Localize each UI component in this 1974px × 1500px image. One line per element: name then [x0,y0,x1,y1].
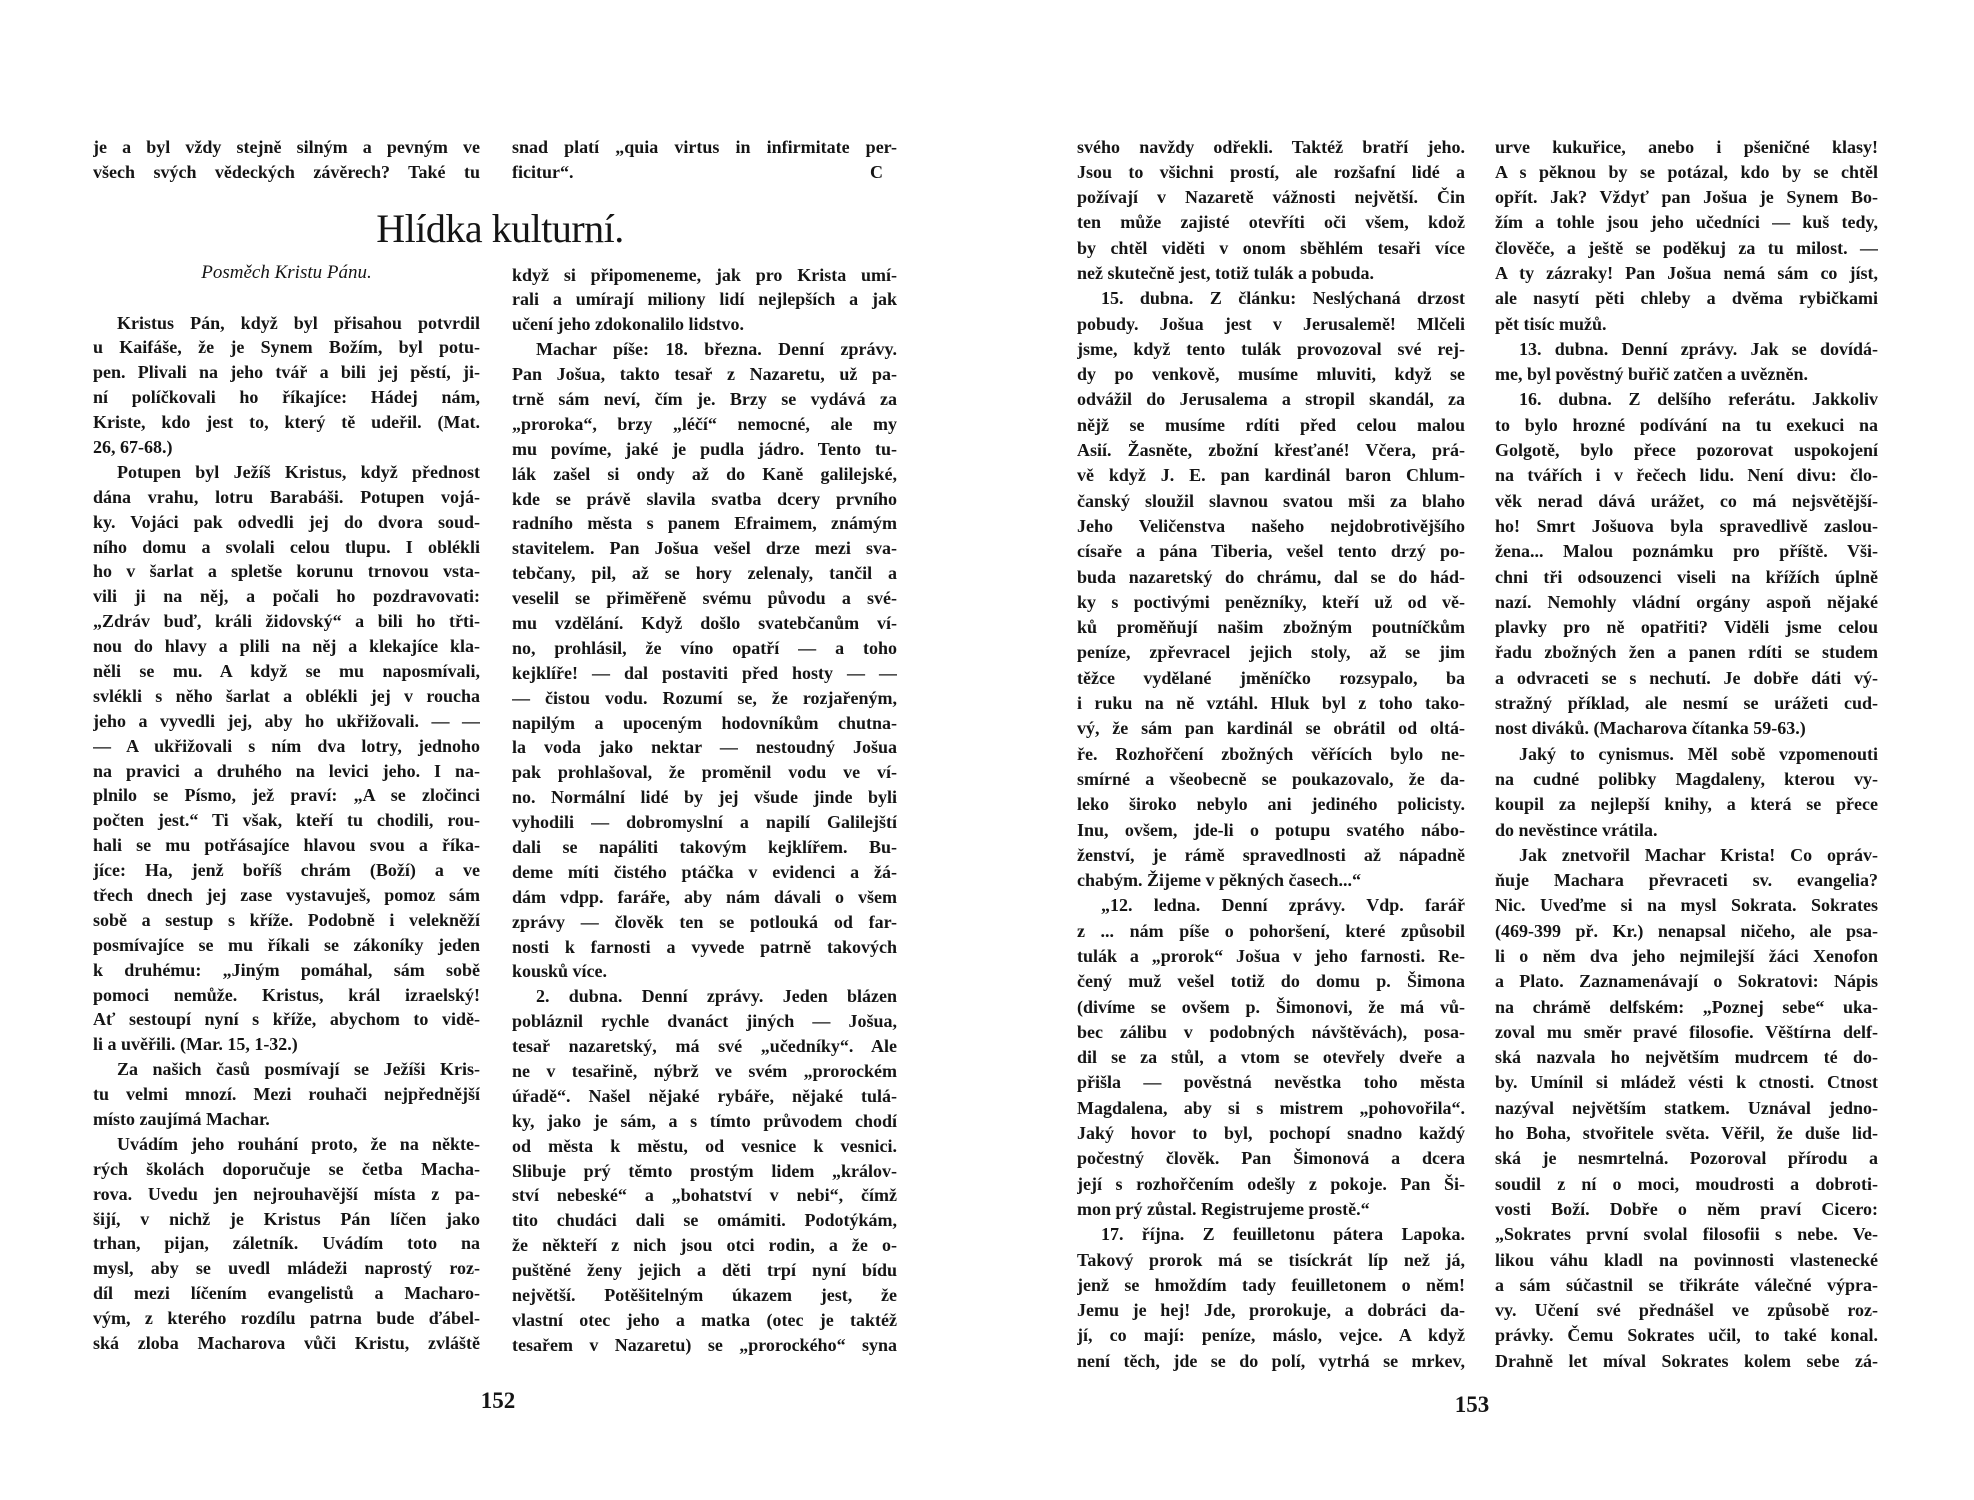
text-line: rova. Uvedu jen nejrouhavější místa z pa- [93,1183,480,1204]
text-line: vě když J. E. pan kardinál baron Chlum- [1077,465,1465,486]
text-line: šijí, v nichž je Kristus Pán líčen jako [93,1208,480,1229]
text-line: ženství, je rámě spravedlnosti až nápadně [1077,844,1465,865]
text-line: radního města s panem Efraimem, známým [512,513,897,534]
text-line: žena... Malou poznámku pro příště. Vši- [1495,541,1878,562]
text-line: chni tři odsouzenci viseli na křížích úplně [1495,566,1878,587]
text-line: svlékli s něho šarlat a oblékli jej v roucha [93,685,480,706]
text-line: jíce: Ha, jenž boříš chrám (Boží) a ve [93,860,480,881]
left-page-column-1 [93,311,480,1356]
text-line: 2. dubna. Denní zprávy. Jeden blázen [536,986,897,1007]
paragraph [512,263,897,338]
paragraph [1077,286,1465,893]
text-line: čanský sloužil slavnou svatou mši za blaho [1077,490,1465,511]
text-line: těžce vydělané jměníčko rozsypalo, ba [1077,667,1465,688]
text-line: urve kukuřice, anebo i pšeničné klasy! [1495,136,1878,157]
text-line: „12. ledna. Denní zprávy. Vdp. farář [1101,895,1465,916]
text-line: tesařem v Nazaretu) se „prorockého“ syna [512,1334,897,1355]
text-line: největší. Potěšitelným úkazem jest, že [512,1285,897,1306]
text-line: ního domu a svolali celou tlupu. I oblékli [93,536,480,557]
text-line: vý, že sám pan kardinál se obrátil od oltá- [1077,718,1465,739]
text-line: Kristus Pán, když byl přisahou potvrdil [117,312,480,333]
text-line: A ty zázraky! Pan Jošua nemá sám co jíst, [1495,262,1878,283]
text-line: (469-399 př. Kr.) nenapsal ničeho, ale psa- [1495,920,1878,941]
text-line: kousků více. [512,961,608,982]
text-line: nou do hlavy a plili na něj a klekajíce kla- [93,636,480,657]
left-page-column-2 [512,263,897,1358]
text-line: jsme, když tento tulák provozoval své rej- [1077,338,1465,359]
text-line: pět tisíc mužů. [1495,313,1607,334]
text-line: požívají v Nazaretě vážnosti největší. Čin [1077,187,1465,208]
text-line: Potupen byl Ježíš Kristus, když přednost [117,461,480,482]
text-line: ků proměňují našim zbožným poutníčkům [1077,617,1465,638]
right-page-column-2 [1495,135,1878,1375]
page-number: 153 [1454,1392,1490,1417]
text-line: díl mezi líčením evangelistů a Macharo- [93,1283,480,1304]
text-line: plavky pro ně opatřiti? Viděli jsme celou [1495,617,1878,638]
paragraph [1495,135,1878,337]
right-page-column-1 [1077,135,1465,1375]
text-line: trně sám neví, čím je. Brzy se vydává za [512,388,897,409]
text-line: lák zašel si ondy až do Kaně galilejské, [512,463,897,484]
text-line: smírné a všeobecně se poukazovalo, že da- [1077,768,1465,789]
text-line: leko široko nebylo ani jediného policisty. [1077,794,1465,815]
text-line: ňuje Machara převraceti sv. evangelia? [1495,870,1878,891]
paragraph [1495,387,1878,741]
text-line: jenž se hmoždím tady feuilletonem o něm! [1077,1274,1465,1295]
text-line: ale nasytí pěti chleby a dvěma rybičkami [1495,288,1878,309]
text-line: ky s poctivými penězníky, kteří už od vě- [1077,591,1465,612]
text-line: posmívajíce se mu říkali se zákoníky jeden [93,934,480,955]
text-line: 17. října. Z feuilletonu pátera Lapoka. [1101,1224,1465,1245]
text-line: Drahně let míval Sokrates kolem sebe zá- [1495,1350,1878,1371]
text-line: nějž se musíme rdíti před celou malou [1077,414,1465,435]
text-line: no. Normální lidé by jej všude jinde byli [512,787,897,808]
text-line: chabým. Žijeme v pěkných časech...“ [1077,870,1361,891]
text-line: že někteří z nich jsou otci rodin, a že o- [512,1235,897,1256]
text-line: by. Umínil si mládež vésti k ctnosti. Ctnost [1495,1072,1878,1093]
text-line: něli se mu. A když se mu naposmívali, [93,660,480,681]
text-line: pomoci nemůže. Kristus, král izraelský! [93,984,480,1005]
text-line: tito chudáci dali se omámiti. Podotýkám, [512,1210,897,1231]
text-line: jí, co mají: peníze, máslo, vejce. A když [1077,1325,1465,1346]
author-signature: C [870,161,883,182]
text-line: od města k městu, od vesnice k vesnici. [512,1135,897,1156]
text-line: právky. Čemu Sokrates učil, to také konal. [1495,1325,1878,1346]
text-line: není těch, jde se do polí, vytrhá se mrkev, [1077,1350,1465,1371]
text-line: ská zloba Macharova vůči Kristu, zvláště [93,1333,480,1354]
text-line: Magdalena, aby si s mistrem „pohovořila“. [1077,1097,1465,1118]
text-line: Jsou to všichni prostí, ale rozšafní lidé a [1077,161,1465,182]
text-line-content: ficitur“. [512,161,574,182]
text-line: tu velmi mnozí. Mezi rouhači nejpřednější [93,1084,480,1105]
text-line: tulák a „prorok“ Jošua v jeho farnosti. Re- [1077,946,1465,966]
text-line: pen. Plivali na jeho tvář a bili jej pěstí, ji- [93,362,480,383]
text-line: mon prý zůstal. Registrujeme prostě.“ [1077,1198,1370,1219]
text-line: úřadě“. Našel nějaké rybáře, nějaké tulá- [512,1085,897,1106]
text-line: trhan, pijan, záletník. Uvádím toto na [93,1233,480,1254]
paragraph [1495,742,1878,843]
text-line: Inu, ovšem, jde-li o potupu svatého nábo- [1077,819,1465,840]
text-line: Jak znetvořil Machar Krista! Co opráv- [1519,844,1878,865]
text-line: pobudy. Jošua jest v Jerusalemě! Mlčeli [1077,313,1465,334]
text-line: stražný příklad, ale nesmí se urážeti cud- [1495,693,1878,714]
text-line: sobě a sestup s kříže. Podobně i velekněží [93,909,480,930]
text-line: nost diváků. (Macharova čítanka 59-63.) [1495,718,1806,739]
paragraph [93,460,480,1057]
text-line: (divíme se ovšem p. Šimonovi, že má vů- [1077,996,1465,1017]
text-line: Nic. Uveďme si na mysl Sokrata. Sokrates [1495,895,1878,916]
text-line: než skutečně jest, totiž tulák a pobuda. [1077,262,1375,283]
text-line: místo zaujímá Machar. [93,1109,270,1129]
text-line: puštěné ženy jejich a děti trpí nyní bídu [512,1260,897,1281]
text-line: čený muž vešel totiž do domu p. Šimona [1077,971,1465,992]
text-line: k druhému: „Jiným pomáhal, sám sobě [93,959,480,980]
text-line: plnilo se Písmo, jež praví: „A se zločinci [93,785,480,806]
text-line: ne v tesařině, nýbrž ve svém „prorockém [512,1061,897,1081]
text-line: buda nazaretský do chrámu, dal se do hád- [1077,566,1465,587]
text-line: ní políčkovali ho říkajíce: Hádej nám, [93,387,480,408]
text-line: pobláznil rychle dvanáct jiných — Jošua, [512,1011,897,1032]
text-line: ská je nesmrtelná. Pozoroval přírodu a [1495,1148,1878,1169]
previous-article-ending-col1 [93,135,480,185]
text-line: peníze, zpřevracel jejich stoly, až se jim [1077,642,1465,663]
text-line: a Plato. Zaznamenávají o Sokratovi: Nápis [1495,971,1878,992]
text-line: bec zálibu v podobných návštěvách), posa- [1077,1021,1465,1042]
text-line: i ruku na ně vztáhl. Hluk byl z toho tako- [1077,693,1465,714]
text-line: — A ukřižovali s ním dva lotry, jednoho [93,735,480,756]
text-line: mysl, aby se uvedl mládeži naprostý roz- [93,1258,480,1279]
text-line: opřít. Jak? Vždyť pan Jošua je Synem Bo- [1495,187,1878,208]
text-line: je a byl vždy stejně silným a pevným ve [93,137,480,157]
text-line: A s pěknou by se potázal, kdo by se chtěl [1495,161,1878,182]
text-line: vlastní otec jeho a matka (otec je taktéž [512,1309,897,1330]
paragraph [93,311,480,460]
paragraph [1077,135,1465,287]
paragraph [1495,843,1878,1374]
text-line: na pravici a druhého na levici jeho. I na- [93,760,480,781]
text-line: 13. dubna. Denní zprávy. Jak se dovídá- [1519,338,1878,359]
text-line: tesař nazaretský, má své „učedníky“. Ale [512,1036,897,1057]
text-line: odvážil do Jerusalema a stropil skandál, za [1077,389,1465,410]
text-line: třech dnech jej zase vystavuješ, pomoz sám [93,884,480,905]
text-line: „Zdráv buď, králi židovský“ a bili ho třti- [93,611,480,632]
text-line: snad platí „quia virtus in infirmitate per- [512,137,897,157]
text-line: do nevěstince vrátila. [1495,819,1658,840]
text-line: nosti k farnosti a vyvede patrně takových [512,936,897,957]
text-line: ten může zajisté otevříti oči všem, kdož [1077,212,1465,233]
text-line: dána vrahu, lotru Barabáši. Potupen vojá- [93,486,480,507]
text-line: přišla — pověstná nevěstka toho města [1077,1072,1465,1093]
text-line: na cudné polibky Magdaleny, kterou vy- [1495,768,1878,789]
text-line: napilým a upoceným hodovníkům chutna- [512,712,897,733]
text-line: Asií. Žasněte, zbožní křesťané! Včera, prá- [1077,440,1465,461]
text-line: zoval mu směr pravé filosofie. Věštírna delf- [1495,1021,1878,1042]
text-line: Ať sestoupí nyní s kříže, abychom to vidě- [93,1009,480,1030]
text-line: počten jest.“ Ti však, kteří tu chodili, rou- [93,810,480,831]
text-line: žím a tohle jsou jeho učedníci — kuš tedy, [1495,212,1878,233]
text-line: tebčany, pil, až se hory zelenaly, tančil a [512,563,897,584]
text-line: u Kaifáše, že je Synem Božím, byl potu- [93,337,480,358]
text-line: a sám súčastnil se třikráte válečné výpra- [1495,1274,1878,1295]
text-line: vili ji na něj, a počali ho pozdravovati: [93,586,480,607]
text-line: z ... nám píše o pohoršení, které způsobil [1077,920,1465,941]
text-line: Jaký to cynismus. Měl sobě vzpomenouti [1519,743,1878,764]
text-line: hali se mu potřásajíce hlavou svou a říka- [93,835,480,856]
paragraph [1077,893,1465,1222]
text-line: no, prohlásil, že víno opatří — a toho [512,637,897,658]
text-line: rých školách doporučuje se četba Macha- [93,1158,480,1179]
text-line: rali a umírají miliony lidí nejlepších a jak [512,289,897,310]
text-line: Kriste, kdo jest to, který tě udeřil. (Mat. [93,412,480,433]
text-line: li o něm dva jeho nejmilejší žáci Xenofon [1495,946,1878,966]
text-line: kejklíře! — dal postaviti před hosty — — [512,662,897,683]
text-line: ho Boha, stvořitele světa. Věřil, že duše lid- [1495,1123,1878,1144]
text-line: mu povíme, jaké je pudla jádro. Tento tu- [512,438,897,459]
paragraph [1077,1222,1465,1374]
text-line: ho! Smrt Jošuova byla spravedlivě zaslou- [1495,515,1878,536]
text-line: me, byl pověstný buřič zatčen a uvězněn. [1495,364,1808,385]
text-line: ská nazvala ho největším mudrcem té do- [1495,1047,1878,1068]
text-line: to bylo hrozné podívání na tu exekuci na [1495,414,1878,435]
text-line: stavitelem. Pan Jošua vešel drze mezi sva- [512,538,897,559]
text-line: dy po venkově, musíme mluviti, když se [1077,364,1465,385]
text-line: ství nebeské“ a „bohatství v nebi“, čímž [512,1185,897,1206]
text-line: ky, jako je sám, a s tímto průvodem chodí [512,1110,897,1131]
text-line: ho v šarlat a spletše korunu trnovou vsta- [93,561,480,582]
text-line: člověče, a ještě se poděkuj za tu milost. — [1495,237,1878,258]
text-line: kde se právě slavila svatba dcery prvního [512,488,897,509]
text-line: když si připomeneme, jak pro Krista umí- [512,264,897,285]
text-line: ky. Vojáci pak odvedli jej do dvora soud- [93,511,480,532]
text-line [512,160,897,185]
text-line: veselil se přiměřeně svému původu a své- [512,588,897,609]
text-line: nazí. Nemohly vládní orgány aspoň nějaké [1495,591,1878,612]
text-line: na chrámě delfském: „Poznej sebe“ uka- [1495,996,1878,1017]
text-line: počestný člověk. Pan Šimonová a dcera [1077,1148,1465,1169]
text-line: Takový prorok má se tisíckrát líp než já, [1077,1249,1465,1270]
paragraph [93,1057,480,1132]
text-line: „Sokrates první svolal filosofii s nebe. Ve- [1495,1224,1878,1245]
text-line: Jeho Veličenstva našeho nejdobrotivějšího [1077,515,1465,536]
text-line: — čistou vodu. Rozumí se, že rozjařeným, [512,687,897,708]
text-line: li a uvěřili. (Mar. 15, 1-32.) [93,1034,298,1055]
paragraph [512,984,897,1357]
text-line: by chtěl viděti v onom sběhlém tesaři více [1077,237,1465,258]
text-line: 15. dubna. Z článku: Neslýchaná drzost [1101,288,1465,309]
text-line: deme míti čistého ptáčka v evidenci a žá- [512,861,897,882]
text-line: dil se za stůl, a vtom se otevřely dveře a [1077,1047,1465,1068]
text-line: soudil z ní o moci, moudrosti a dobroti- [1495,1173,1878,1194]
text-line: Machar píše: 18. března. Denní zprávy. [536,339,897,360]
text-line: Za našich časů posmívají se Ježíši Kris- [117,1059,480,1080]
previous-article-ending-col2 [512,135,897,185]
text-line: Pan Jošua, takto tesař z Nazaretu, už pa- [512,364,897,385]
text-line: Golgotě, bylo přece pozorovat uspokojení [1495,440,1878,461]
text-line: zprávy — člověk ten se potlouká od far- [512,911,897,932]
text-line: vy. Učení své přednášel ve způsobě roz- [1495,1300,1878,1321]
text-line: koupil za nejlepší knihy, a která se přece [1495,794,1878,815]
text-line: 26, 67-68.) [93,436,173,457]
text-line: vosti Boží. Dobře o něm praví Cicero: [1495,1198,1878,1219]
page-number: 152 [480,1388,516,1413]
paragraph [1495,337,1878,388]
text-line: nazýval největším statkem. Uznával jedno- [1495,1097,1878,1118]
text-line: na tvářích i v řečech lidu. Není divu: člo- [1495,465,1878,486]
text-line: „proroka“, brzy „léčí“ nemocné, ale my [512,413,897,434]
text-line: jeho a vyvedli jej, aby ho ukřižovali. — — [93,710,480,731]
text-line: učení jeho zdokonalilo lidstvo. [512,314,745,335]
text-line: la voda jako nektar — nestoudný Jošua [512,737,897,758]
text-line: císaře a pána Tiberia, vešel tento drzý po- [1077,541,1465,562]
text-line: Uvádím jeho rouhání proto, že na někte- [117,1133,480,1154]
paragraph [512,337,897,984]
text-line: dali se napáliti takovým kejklířem. Bu- [512,836,897,857]
text-line: a odvraceti se s nechutí. Je dobře dáti vý- [1495,667,1878,688]
section-heading: Hlídka kulturní. [376,206,624,251]
text-line: 16. dubna. Z delšího referátu. Jakkoliv [1519,389,1878,410]
article-title: Posměch Kristu Pánu. [201,262,372,283]
text-line: likou váhu kladl na povinnosti vlastenecké [1495,1249,1878,1270]
text-line: pak prohlašoval, že proměnil vodu ve ví- [512,762,897,783]
text-line: vyhodili — dobromyslní a napilí Galilejští [512,812,897,833]
text-line: Jemu je hej! Jde, prorokuje, a dobráci da- [1077,1300,1465,1321]
text-line: její s rozhořčením odešly z pokoje. Pan Ši- [1077,1173,1465,1194]
text-line: věk nerad dává urážet, co má nejsvětější- [1495,490,1878,511]
text-line: všech svých vědeckých závěrech? Také tu [93,161,480,182]
text-line: Jaký hovor to byl, pochopí snadno každý [1077,1123,1465,1144]
text-line: dám vdpp. faráře, aby nám dávali o všem [512,886,897,907]
text-line: svého navždy odřekli. Taktéž bratří jeho. [1077,136,1465,157]
paragraph [93,1132,480,1356]
text-line: mu vzdělání. Když došlo svatebčanům ví- [512,612,897,633]
text-line: ře. Rozhořčení zbožných věřících bylo ne- [1077,743,1465,764]
text-line: Slibuje prý těmto prostým lidem „králov- [512,1160,897,1181]
text-line: řadu zbožných žen a panen rdíti se studem [1495,642,1878,663]
text-line: vým, z kterého rozdílu patrna bude ďábel- [93,1308,480,1329]
